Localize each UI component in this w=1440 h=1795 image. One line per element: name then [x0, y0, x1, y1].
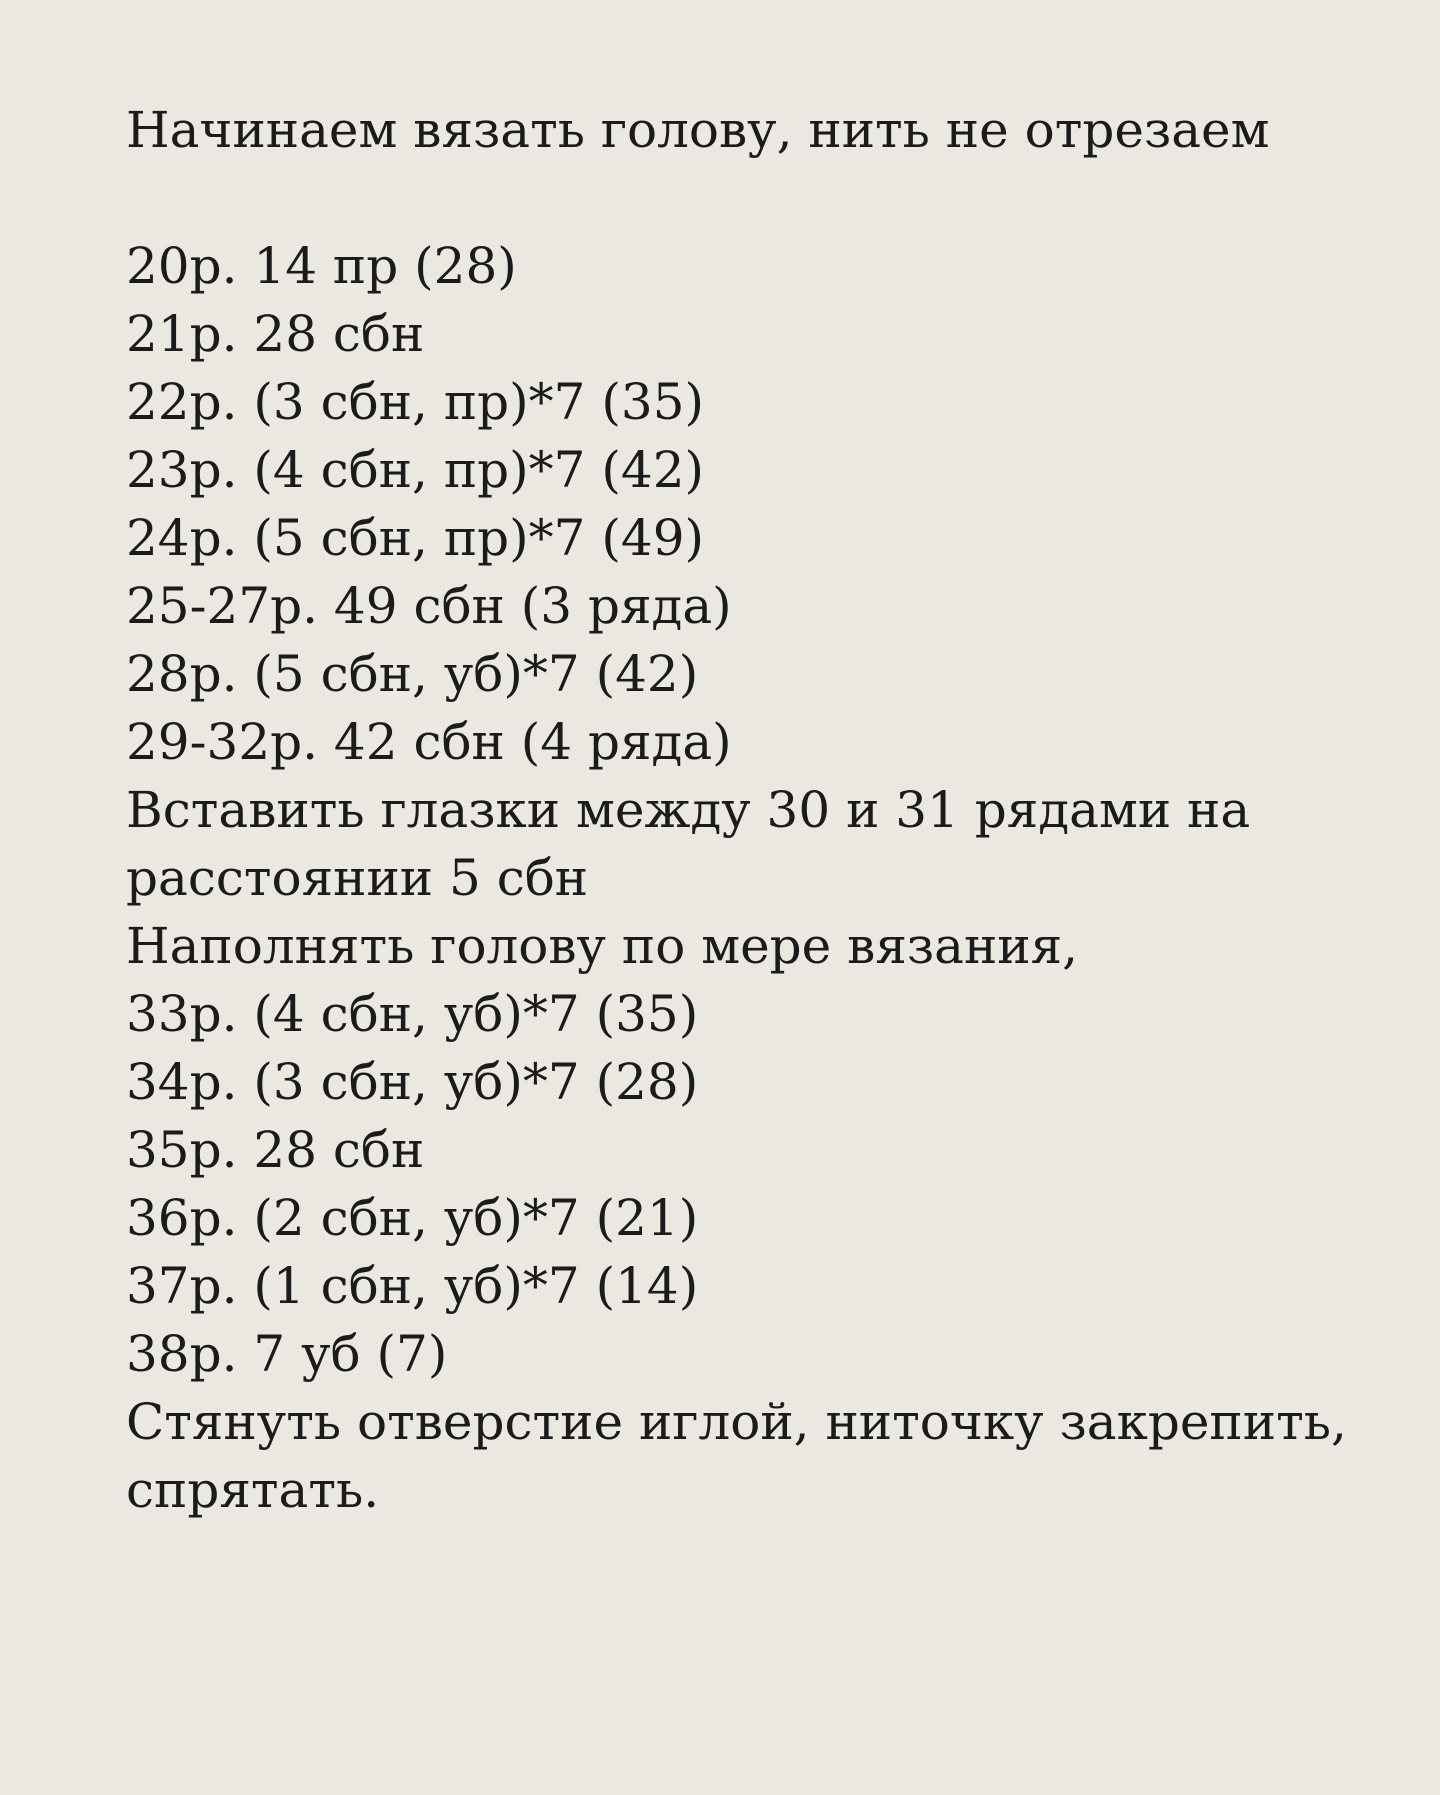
instruction-eyes-line-1: Вставить глазки между 30 и 31 рядами на: [126, 781, 1251, 839]
row-line-24: 24р. (5 сбн, пр)*7 (49): [126, 509, 705, 567]
row-line-22: 22р. (3 сбн, пр)*7 (35): [126, 373, 705, 431]
row-line-25-27: 25-27р. 49 сбн (3 ряда): [126, 577, 732, 635]
row-line-38: 38р. 7 уб (7): [126, 1325, 448, 1383]
row-line-33: 33р. (4 сбн, уб)*7 (35): [126, 985, 699, 1043]
row-line-23: 23р. (4 сбн, пр)*7 (42): [126, 441, 705, 499]
row-line-36: 36р. (2 сбн, уб)*7 (21): [126, 1189, 699, 1247]
row-line-20: 20р. 14 пр (28): [126, 237, 517, 295]
row-line-21: 21р. 28 сбн: [126, 305, 425, 363]
row-line-37: 37р. (1 сбн, уб)*7 (14): [126, 1257, 699, 1315]
row-line-35: 35р. 28 сбн: [126, 1121, 425, 1179]
instruction-eyes-line-2: расстоянии 5 сбн: [126, 849, 589, 907]
row-line-28: 28р. (5 сбн, уб)*7 (42): [126, 645, 699, 703]
row-line-34: 34р. (3 сбн, уб)*7 (28): [126, 1053, 699, 1111]
instruction-finish-line-1: Стянуть отверстие иглой, ниточку закрепить,: [126, 1393, 1347, 1451]
instruction-finish-line-2: спрятать.: [126, 1461, 380, 1519]
pattern-title: Начинаем вязать голову, нить не отрезаем: [126, 101, 1270, 159]
pattern-text: [126, 96, 1386, 1524]
row-line-29-32: 29-32р. 42 сбн (4 ряда): [126, 713, 732, 771]
instruction-stuffing: Наполнять голову по мере вязания,: [126, 917, 1079, 975]
